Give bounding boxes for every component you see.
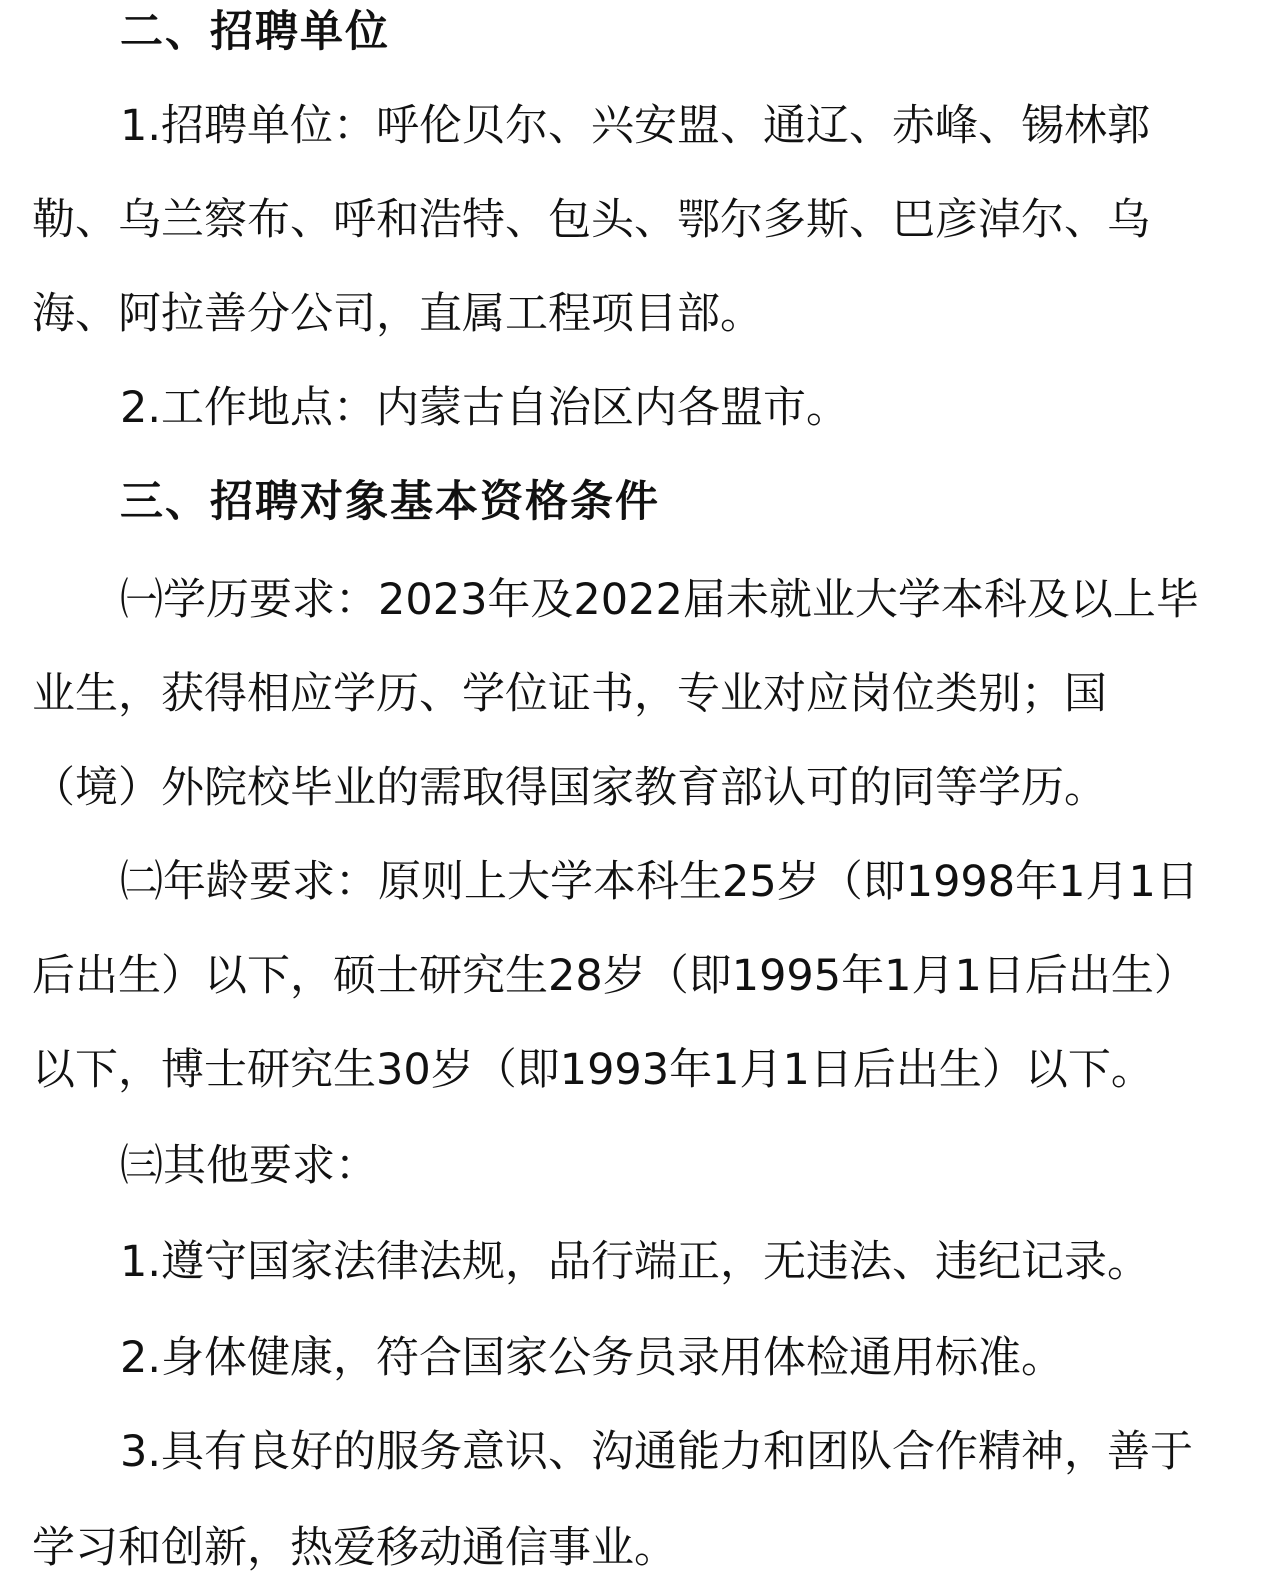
paragraph-line: 以下，博士研究生30岁（即1993年1月1日后出生）以下。 xyxy=(32,1045,1154,1095)
paragraph-line: 后出生）以下，硕士研究生28岁（即1995年1月1日后出生） xyxy=(32,951,1197,1001)
paragraph-line: 业生，获得相应学历、学位证书，专业对应岗位类别；国 xyxy=(32,669,1107,719)
paragraph-line: 勒、乌兰察布、呼和浩特、包头、鄂尔多斯、巴彦淖尔、乌 xyxy=(32,195,1150,245)
paragraph-line: 3.具有良好的服务意识、沟通能力和团队合作精神，善于 xyxy=(120,1427,1194,1477)
paragraph-line: ㈠学历要求：2023年及2022届未就业大学本科及以上毕 xyxy=(120,575,1199,625)
paragraph-line: 1.招聘单位：呼伦贝尔、兴安盟、通辽、赤峰、锡林郭 xyxy=(120,101,1151,151)
paragraph-line: 2.工作地点：内蒙古自治区内各盟市。 xyxy=(120,383,850,433)
paragraph-line: 1.遵守国家法律法规，品行端正，无违法、违纪记录。 xyxy=(120,1237,1151,1287)
paragraph-line: ㈡年龄要求：原则上大学本科生25岁（即1998年1月1日 xyxy=(120,857,1199,907)
section-heading-recruiting-units: 二、招聘单位 xyxy=(120,7,390,57)
paragraph-line: 学习和创新，热爱移动通信事业。 xyxy=(32,1523,677,1573)
subheading-other-requirements: ㈢其他要求： xyxy=(120,1141,378,1191)
paragraph-line: 海、阿拉善分公司，直属工程项目部。 xyxy=(32,289,763,339)
paragraph-line: （境）外院校毕业的需取得国家教育部认可的同等学历。 xyxy=(32,763,1107,813)
paragraph-line: 2.身体健康，符合国家公务员录用体检通用标准。 xyxy=(120,1333,1065,1383)
section-heading-qualifications: 三、招聘对象基本资格条件 xyxy=(120,477,660,527)
